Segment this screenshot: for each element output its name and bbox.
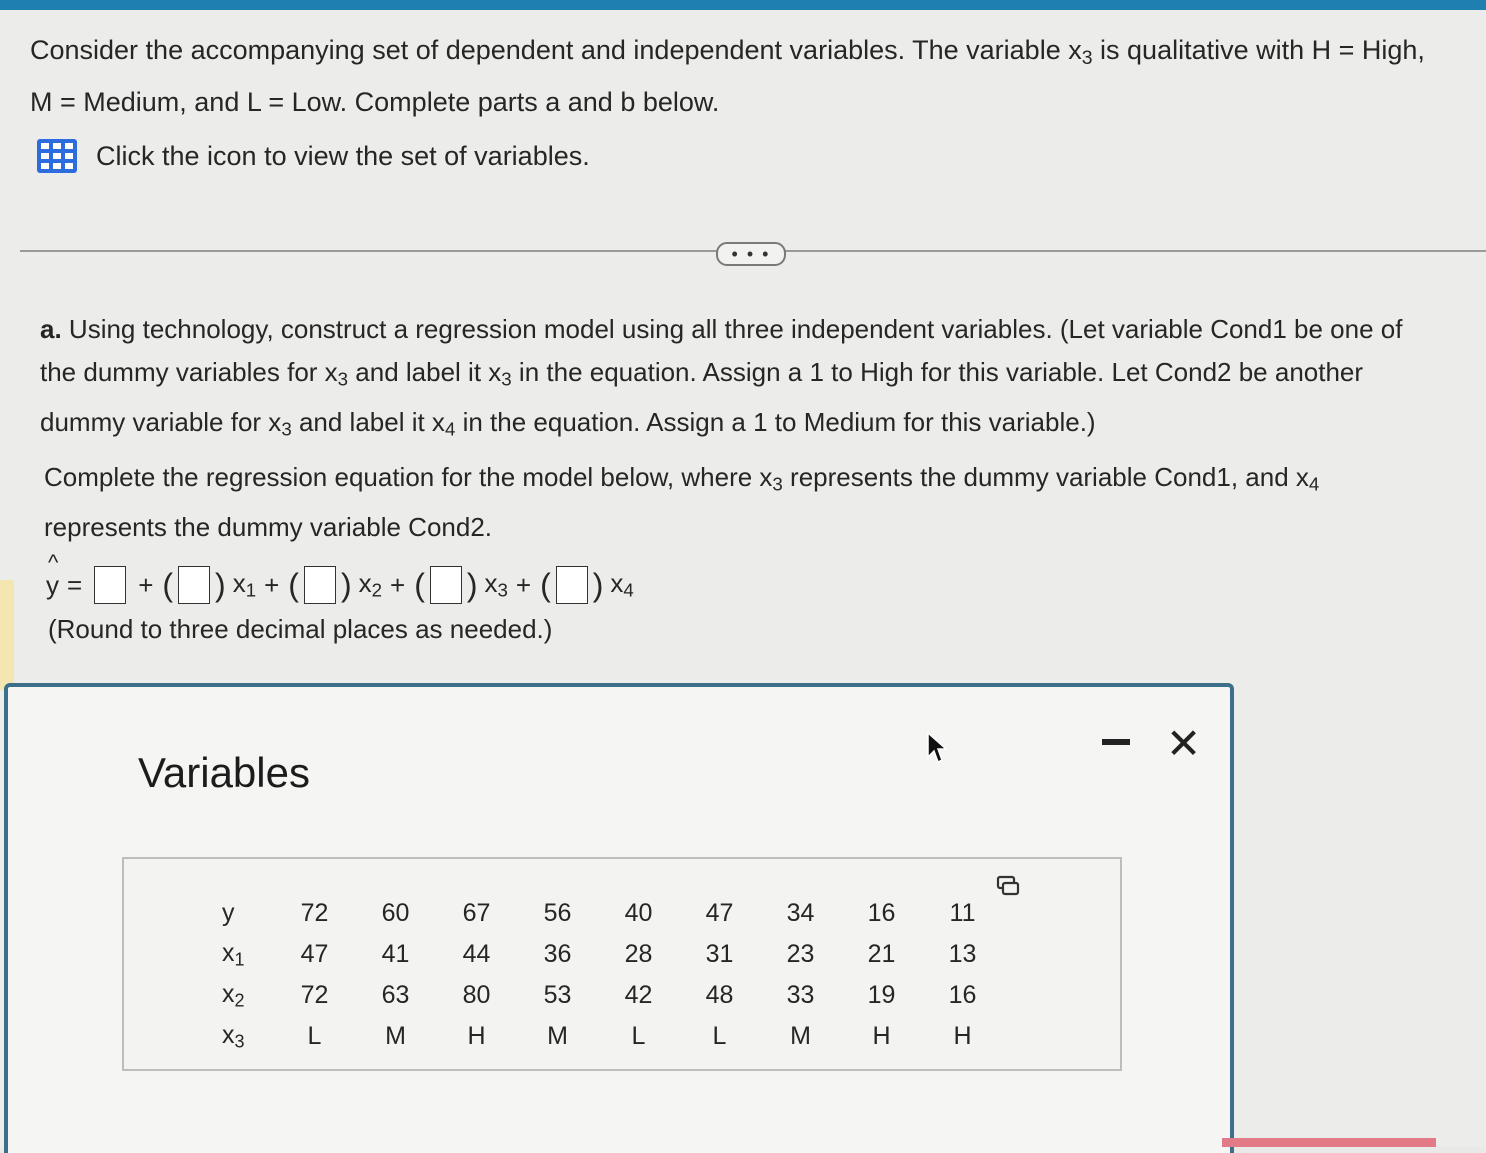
x2-symbol: $x_2$ bbox=[358, 568, 382, 601]
table-cell: 41 bbox=[381, 940, 410, 968]
variables-dialog bbox=[4, 683, 1234, 1153]
mouse-pointer-icon bbox=[926, 731, 948, 765]
table-cell: 21 bbox=[867, 940, 896, 968]
table-cell: 47 bbox=[300, 940, 329, 968]
part-a-line-1: a. Using technology, construct a regression model using all three independent variables. (Let variable Cond1 be one of bbox=[40, 314, 1403, 344]
question-intro bbox=[30, 28, 1470, 124]
table-cell: 19 bbox=[867, 981, 896, 1009]
intro-line-1: Consider the accompanying set of dependent and independent variables. The variable $x_3$ is qualitative with H = High, bbox=[30, 35, 1425, 69]
rounding-note: (Round to three decimal places as needed.) bbox=[48, 614, 553, 644]
table-cell: H bbox=[467, 1022, 486, 1050]
table-cell: 31 bbox=[705, 940, 734, 968]
close-icon[interactable]: ✕ bbox=[1166, 720, 1202, 767]
table-cell: M bbox=[790, 1022, 811, 1050]
table-cell: L bbox=[712, 1022, 727, 1050]
bottom-pink-bar bbox=[1222, 1138, 1436, 1147]
table-cell: 13 bbox=[948, 940, 977, 968]
x4-coefficient-input[interactable] bbox=[556, 566, 588, 604]
table-cell: 63 bbox=[381, 981, 410, 1009]
x4-symbol: $x_4$ bbox=[610, 568, 634, 601]
table-cell: 16 bbox=[867, 899, 896, 927]
table-cell: 80 bbox=[462, 981, 491, 1009]
x2-coefficient-input[interactable] bbox=[304, 566, 336, 604]
x1-coefficient-input[interactable] bbox=[178, 566, 210, 604]
y-hat-symbol: ^ y bbox=[46, 549, 59, 600]
x3-coefficient-input[interactable] bbox=[430, 566, 462, 604]
table-cell: L bbox=[307, 1022, 322, 1050]
table-cell: 48 bbox=[705, 981, 734, 1009]
regression-equation: ^ y = + ( ) $x_1$ + ( ) $x_2$ + ( ) $x_3$ + ( ) $x_4$ bbox=[46, 549, 634, 603]
table-cell: 56 bbox=[543, 899, 572, 927]
table-cell: 60 bbox=[381, 899, 410, 927]
table-cell: 53 bbox=[543, 981, 572, 1009]
equation-instructions-line-1: Complete the regression equation for the model below, where $x_3$ represents the dummy variable Cond1, and $x_4$ bbox=[44, 462, 1320, 495]
row-label: $x_1$ bbox=[222, 938, 245, 970]
intercept-input[interactable] bbox=[94, 566, 126, 604]
variables-table-frame bbox=[122, 857, 1122, 1071]
row-label: $x_3$ bbox=[222, 1020, 245, 1052]
table-cell: H bbox=[953, 1022, 972, 1050]
variables-table bbox=[204, 893, 1003, 1057]
part-a-line-2: the dummy variables for $x_3$ and label it $x_3$ in the equation. Assign a 1 to High for this variable. Let Cond2 be another bbox=[40, 357, 1364, 390]
view-variables-link[interactable] bbox=[36, 138, 590, 174]
part-a-label: a. bbox=[40, 314, 62, 344]
table-cell: L bbox=[631, 1022, 646, 1050]
more-button[interactable]: • • • bbox=[716, 242, 786, 266]
view-variables-label[interactable]: Click the icon to view the set of variables. bbox=[96, 140, 590, 171]
x1-symbol: $x_1$ bbox=[232, 568, 257, 601]
part-a-instructions bbox=[40, 308, 1480, 450]
grid-table-icon[interactable] bbox=[36, 138, 78, 174]
table-cell: 23 bbox=[786, 940, 815, 968]
row-label: y bbox=[222, 899, 235, 927]
row-label: $x_2$ bbox=[222, 979, 245, 1011]
table-cell: 16 bbox=[948, 981, 977, 1009]
table-row bbox=[204, 975, 1003, 1016]
table-cell: M bbox=[547, 1022, 568, 1050]
equation-instructions-line-2: represents the dummy variable Cond2. bbox=[44, 511, 493, 542]
x3-symbol: $x_3$ bbox=[484, 568, 508, 601]
table-cell: H bbox=[872, 1022, 891, 1050]
left-highlight-strip bbox=[0, 580, 14, 690]
intro-line-2: M = Medium, and L = Low. Complete parts a and b below. bbox=[30, 86, 720, 117]
table-row bbox=[204, 934, 1003, 975]
table-row bbox=[204, 1016, 1003, 1057]
part-a-line-3: dummy variable for $x_3$ and label it $x_4$ in the equation. Assign a 1 to Medium for this variable.) bbox=[40, 406, 1096, 440]
top-accent-bar bbox=[0, 0, 1486, 10]
table-cell: 42 bbox=[624, 981, 653, 1009]
table-cell: 47 bbox=[705, 899, 734, 927]
table-cell: 72 bbox=[300, 981, 329, 1009]
table-cell: 34 bbox=[786, 899, 815, 927]
table-row bbox=[204, 893, 1003, 934]
table-cell: 40 bbox=[624, 899, 653, 927]
table-cell: 44 bbox=[462, 940, 491, 968]
table-cell: 72 bbox=[300, 899, 329, 927]
table-cell: 28 bbox=[624, 940, 653, 968]
table-cell: 36 bbox=[543, 940, 572, 968]
table-cell: M bbox=[385, 1022, 406, 1050]
equation-instructions bbox=[44, 456, 1444, 549]
table-cell: 11 bbox=[949, 899, 976, 927]
table-cell: 33 bbox=[786, 981, 815, 1009]
dialog-title: Variables bbox=[138, 749, 310, 796]
table-cell: 67 bbox=[462, 899, 491, 927]
minimize-icon[interactable] bbox=[1102, 739, 1130, 745]
